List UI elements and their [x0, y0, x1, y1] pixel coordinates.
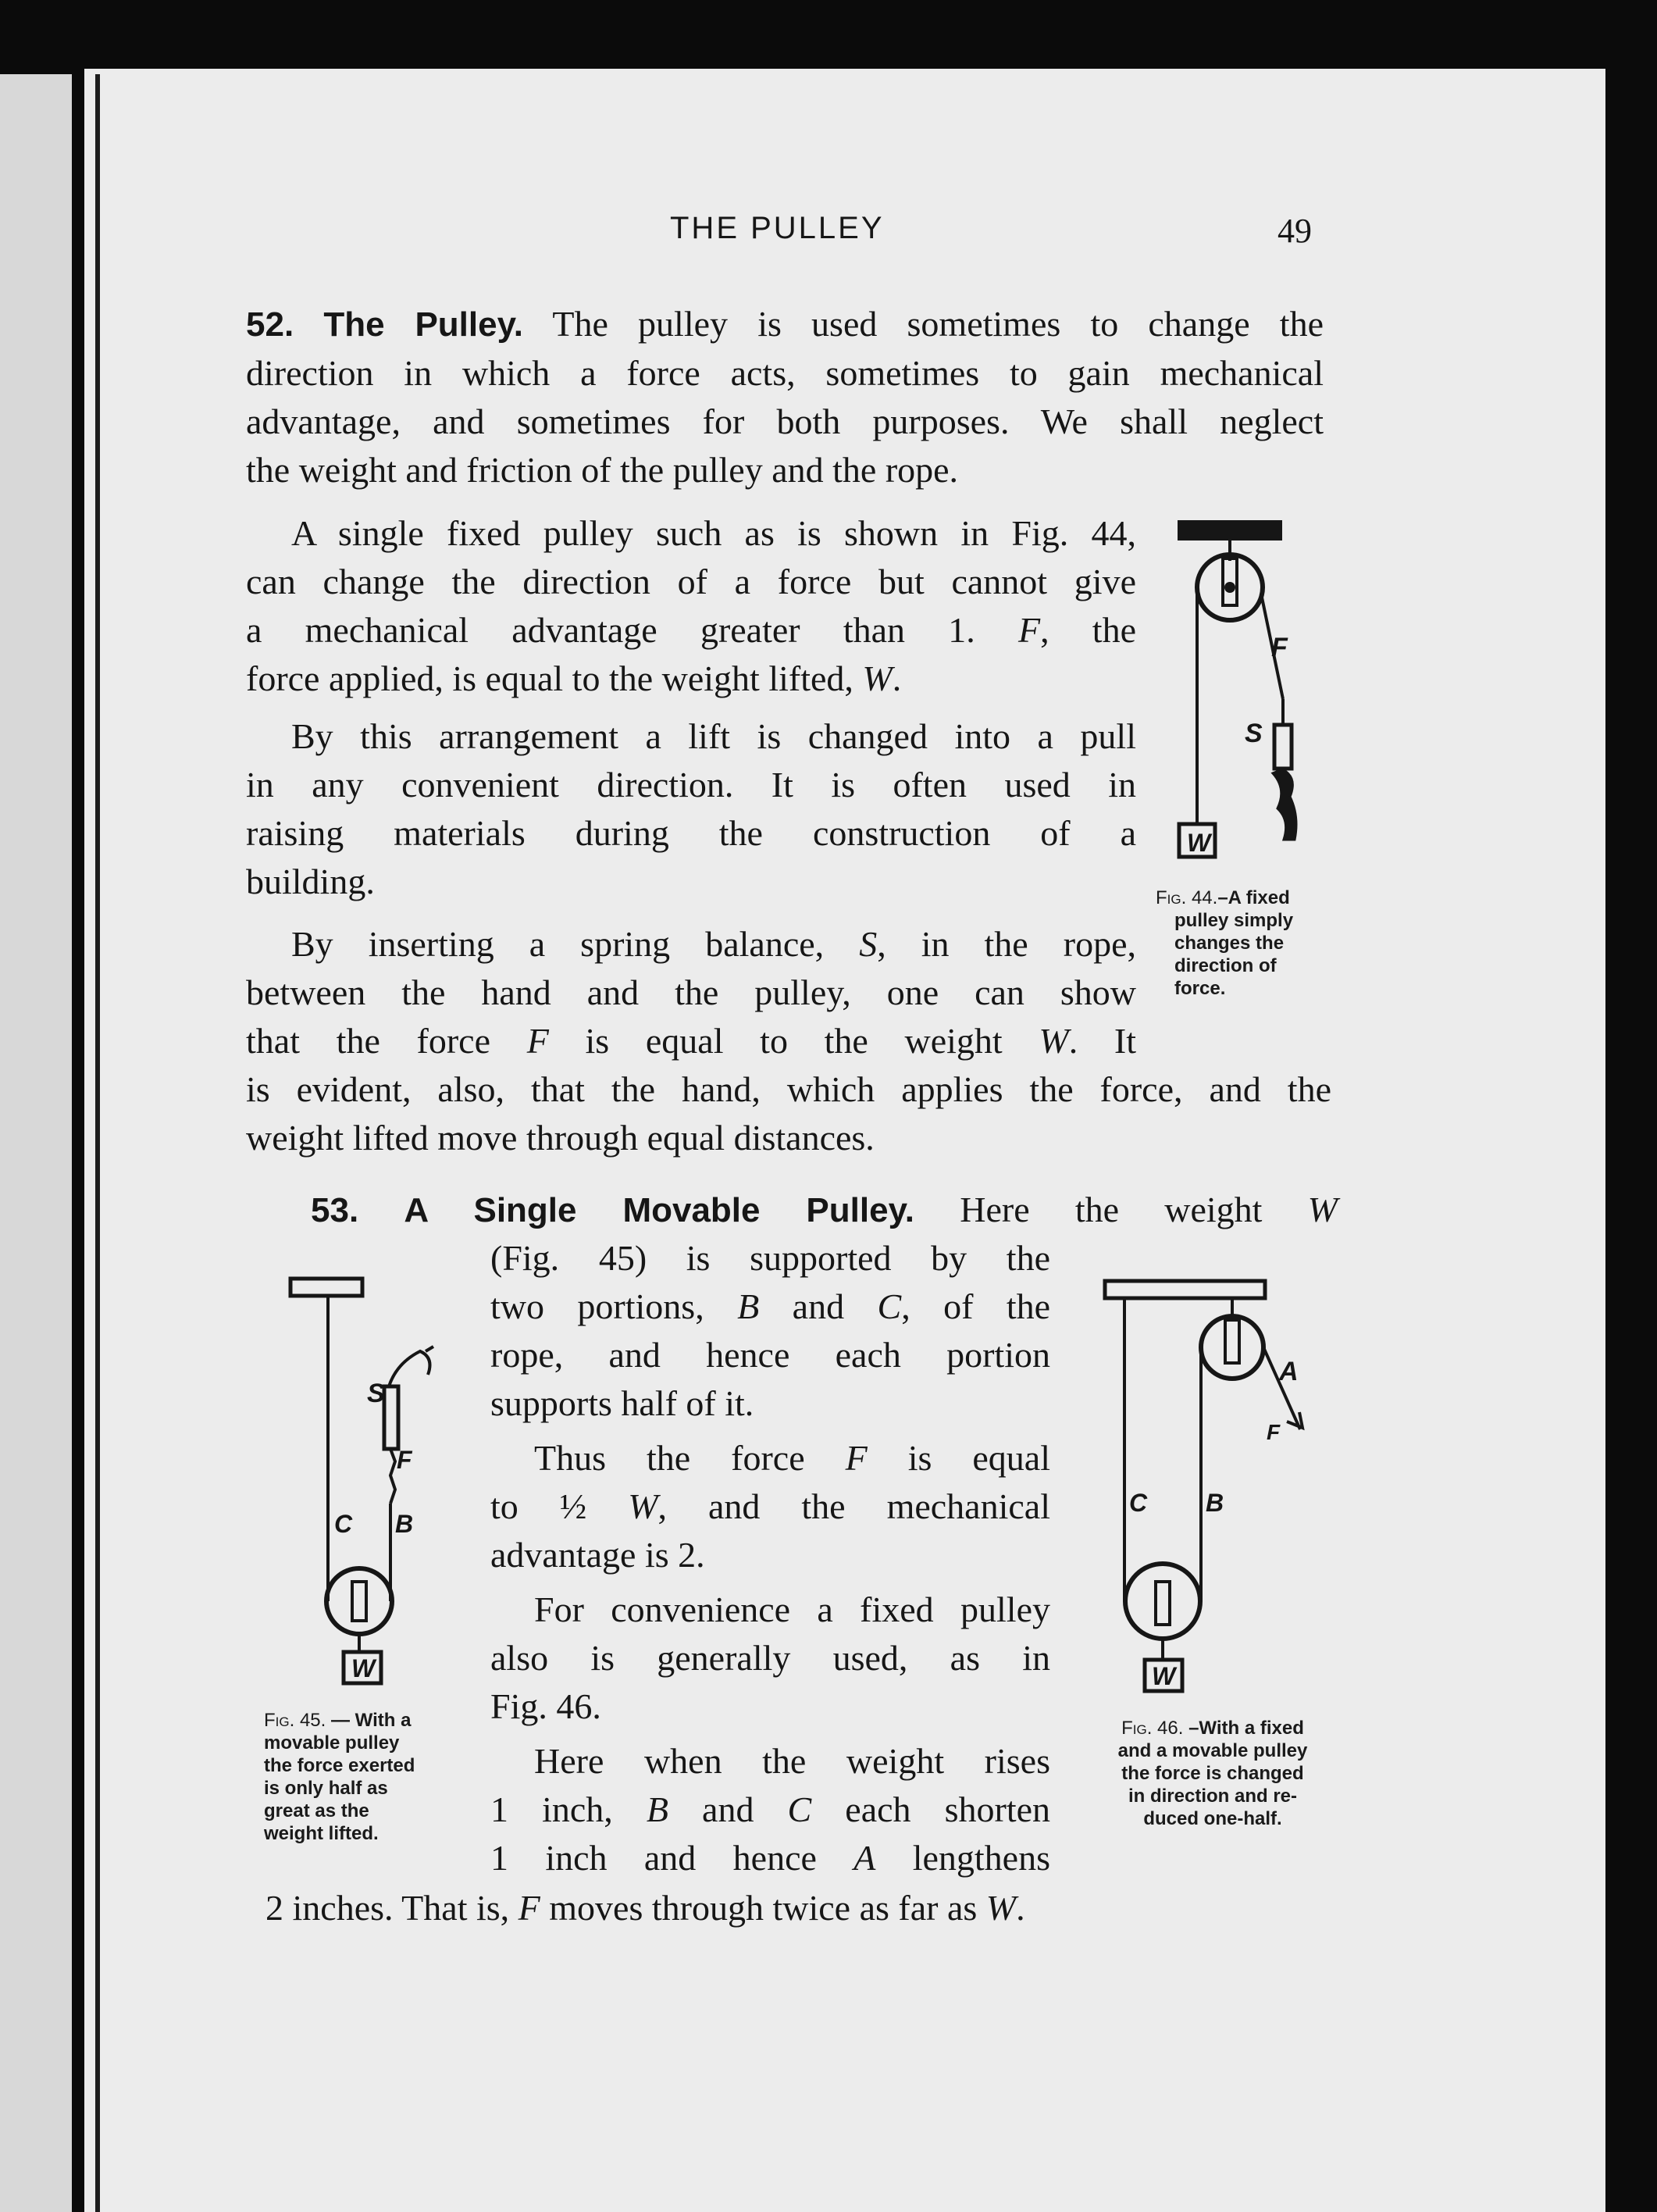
label-s: S — [1245, 719, 1263, 748]
col-a-line-2c: , of the — [901, 1286, 1051, 1326]
para3-line-3a: that the force — [246, 1021, 491, 1061]
caption-fig-number: Fig. 44. — [1156, 887, 1218, 908]
figure-45-caption — [264, 1709, 476, 1845]
para1-line-4-text: force applied, is equal to the weight lifted, — [246, 658, 853, 698]
section-53-title: A Single Movable Pulley. — [404, 1191, 915, 1229]
section-52-paragraph-3 — [246, 920, 1136, 1065]
fraction-half: ½ — [559, 1486, 587, 1526]
para3-line-2: between the hand and the pulley, one can show — [246, 972, 1136, 1012]
figure-44-caption — [1156, 887, 1327, 1000]
var-w: W — [628, 1486, 658, 1526]
var-f: F — [845, 1438, 868, 1478]
page-number: 49 — [1277, 212, 1312, 250]
label-a: A — [1279, 1357, 1299, 1386]
var-s: S — [859, 924, 878, 964]
movable-pulley-wheel — [1125, 1564, 1200, 1639]
col-b-line-1b: is equal — [907, 1438, 1050, 1478]
label-w: W — [1152, 1662, 1176, 1690]
col-a-line-4: supports half of it. — [490, 1383, 754, 1423]
movable-pulley-wheel — [326, 1568, 392, 1634]
para1-line-4-end: . — [892, 658, 902, 698]
caption-line: changes the — [1174, 933, 1285, 954]
label-b: B — [1206, 1489, 1224, 1517]
caption-line: –A fixed — [1217, 887, 1290, 908]
ceiling-beam — [1179, 522, 1281, 539]
var-f: F — [1017, 610, 1041, 650]
col-d-line-2 — [490, 1786, 1050, 1834]
page-spine-line — [95, 74, 100, 2212]
para2-line-1: By this arrangement a lift is changed into a pull — [291, 716, 1136, 756]
col-a-line-2a: two portions, — [490, 1286, 704, 1326]
figure-46-caption — [1076, 1717, 1349, 1830]
caption-line: the force is changed — [1121, 1763, 1304, 1784]
var-c: C — [787, 1789, 812, 1829]
ceiling-beam — [290, 1279, 362, 1296]
col-d-line-3a: 1 inch and hence — [490, 1838, 817, 1878]
col-b-line-2 — [490, 1482, 1050, 1531]
para3-line-5: weight lifted move through equal distances. — [246, 1118, 875, 1158]
caption-line: and a movable pulley — [1117, 1740, 1308, 1761]
label-b: B — [395, 1510, 414, 1538]
caption-line: force. — [1174, 978, 1226, 999]
para1-line-2: can change the direction of a force but cannot give — [246, 562, 1136, 601]
figure-44-fixed-pulley — [1163, 516, 1335, 883]
para3-line-1 — [246, 920, 1136, 969]
var-f: F — [518, 1888, 540, 1928]
intro-line-3: advantage, and sometimes for both purposes. We shall neglect — [246, 401, 1324, 441]
fixed-pulley-wheel — [1201, 1316, 1263, 1379]
label-f: F — [397, 1446, 412, 1474]
caption-line: pulley simply — [1174, 910, 1294, 931]
var-a: A — [853, 1838, 876, 1878]
para3-line-1b: , in the rope, — [877, 924, 1136, 964]
section-53-heading-line — [311, 1186, 1338, 1235]
caption-fig-number: Fig. 46. — [1121, 1718, 1184, 1739]
section-53-column — [490, 1234, 1050, 1882]
col-b-line-2b: , and the mechanical — [657, 1486, 1050, 1526]
label-s: S — [367, 1379, 385, 1408]
para1-line-3-end: , the — [1040, 610, 1136, 650]
label-w: W — [1187, 829, 1211, 857]
section-53-title-tail: Here the weight — [960, 1190, 1263, 1229]
var-w: W — [862, 658, 893, 698]
caption-line: movable pulley — [264, 1732, 400, 1754]
col-d-line-3b: lengthens — [912, 1838, 1050, 1878]
col-d-line-2a: 1 inch, — [490, 1789, 613, 1829]
para1-line-3 — [246, 606, 1136, 655]
col-a-line-3: rope, and hence each portion — [490, 1335, 1050, 1375]
col-c-line-2: also is generally used, as in — [490, 1638, 1050, 1678]
col-c-line-3: Fig. 46. — [490, 1686, 601, 1726]
col-b-line-1 — [490, 1434, 1050, 1482]
section-52-intro — [246, 300, 1324, 494]
label-f: F — [1271, 633, 1288, 662]
pulling-hand — [1273, 769, 1296, 840]
caption-line: in direction and re- — [1128, 1786, 1298, 1807]
intro-line-4: the weight and friction of the pulley and the rope. — [246, 450, 959, 490]
section-53-closing — [265, 1884, 1304, 1932]
caption-line: duced one-half. — [1143, 1808, 1282, 1829]
ceiling-beam — [1105, 1281, 1265, 1298]
closing-b: moves through twice as far as — [549, 1888, 978, 1928]
col-a-line-2 — [490, 1283, 1050, 1331]
col-a-line-2b: and — [792, 1286, 845, 1326]
spring-balance — [1274, 725, 1292, 769]
col-b-line-3: advantage is 2. — [490, 1535, 705, 1575]
var-w: W — [985, 1888, 1017, 1928]
para3-line-4: is evident, also, that the hand, which applies the force, and the — [246, 1069, 1331, 1109]
section-53-heading — [311, 1186, 1338, 1235]
closing-line — [265, 1884, 1304, 1932]
caption-line: –With a fixed — [1183, 1718, 1304, 1739]
running-title: THE PULLEY — [670, 211, 885, 245]
closing-a: 2 inches. That is, — [265, 1888, 510, 1928]
figure-46-fixed-and-movable-pulley — [1093, 1269, 1327, 1714]
pulling-hand — [389, 1347, 433, 1386]
section-52-paragraph-2 — [246, 712, 1136, 906]
section-52-number: 52. — [246, 305, 294, 344]
var-f: F — [526, 1021, 549, 1061]
caption-line: — With a — [326, 1710, 412, 1731]
var-c: C — [877, 1286, 902, 1326]
para3-line-3 — [246, 1017, 1136, 1065]
caption-line: great as the — [264, 1800, 369, 1821]
col-b-line-2a: to — [490, 1486, 518, 1526]
para1-line-1: A single fixed pulley such as is shown in Fig. 44, — [291, 513, 1136, 553]
caption-fig-number: Fig. 45. — [264, 1710, 326, 1731]
col-b-line-1a: Thus the force — [534, 1438, 805, 1478]
col-a-line-1: (Fig. 45) is supported by the — [490, 1238, 1050, 1278]
intro-line-1-text: The pulley is used sometimes to change the — [552, 304, 1324, 344]
figure-45-movable-pulley — [281, 1269, 469, 1691]
col-d-line-1: Here when the weight rises — [534, 1741, 1050, 1781]
para1-line-3-text: a mechanical advantage greater than 1. — [246, 610, 975, 650]
section-53-number: 53. — [311, 1191, 359, 1229]
intro-line-2: direction in which a force acts, sometimes to gain mechanical — [246, 353, 1324, 393]
label-f: F — [1267, 1420, 1281, 1444]
label-c: C — [334, 1510, 353, 1538]
caption-line: is only half as — [264, 1778, 388, 1799]
spring-balance — [384, 1386, 398, 1449]
para3-line-3c: . It — [1068, 1021, 1136, 1061]
facing-page-edge — [0, 74, 72, 2212]
var-w: W — [1039, 1021, 1069, 1061]
var-b: B — [646, 1789, 668, 1829]
para2-line-2: in any convenient direction. It is often used in — [246, 765, 1136, 805]
caption-line: the force exerted — [264, 1755, 415, 1776]
col-c-line-1: For convenience a fixed pulley — [534, 1589, 1050, 1629]
intro-line-1 — [246, 300, 1324, 349]
section-52-paragraph-1 — [246, 509, 1136, 703]
para2-line-4: building. — [246, 862, 375, 901]
col-d-line-2c: each shorten — [845, 1789, 1051, 1829]
col-d-line-3 — [490, 1834, 1050, 1882]
closing-c: . — [1016, 1888, 1025, 1928]
para1-line-4 — [246, 655, 1136, 703]
section-52-title: The Pulley. — [323, 305, 524, 344]
para3-line-1a: By inserting a spring balance, — [291, 924, 825, 964]
caption-line: weight lifted. — [264, 1823, 379, 1844]
para2-line-3: raising materials during the construction of a — [246, 813, 1136, 853]
var-w: W — [1307, 1190, 1338, 1229]
para3-line-3b: is equal to the weight — [585, 1021, 1003, 1061]
label-w: W — [351, 1654, 376, 1682]
section-52-paragraph-3-wide — [246, 1065, 1331, 1162]
col-d-line-2b: and — [702, 1789, 754, 1829]
var-b: B — [737, 1286, 760, 1326]
caption-line: direction of — [1174, 955, 1277, 976]
label-c: C — [1129, 1489, 1148, 1517]
